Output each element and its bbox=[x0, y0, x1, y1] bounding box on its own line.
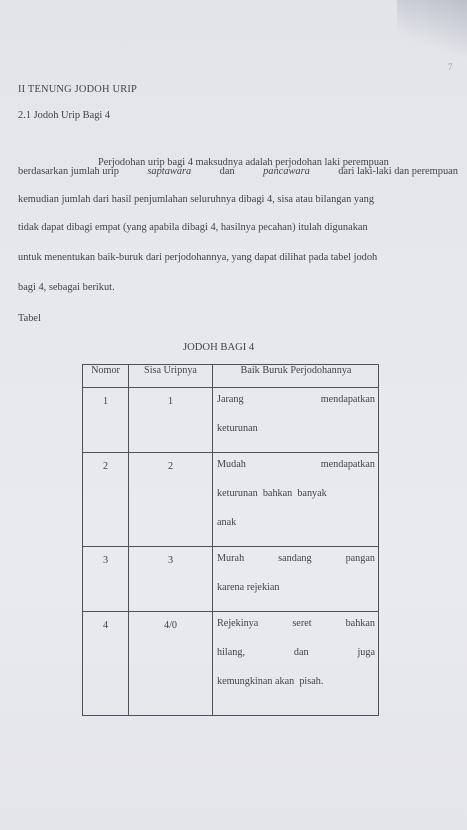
header-nomor: Nomor bbox=[83, 365, 129, 388]
description-line bbox=[217, 423, 375, 452]
cell-sisa: 2 bbox=[129, 453, 213, 547]
cell-nomor: 2 bbox=[83, 453, 129, 547]
description-word: sandang bbox=[278, 553, 312, 564]
description-word: anak bbox=[217, 517, 237, 528]
paragraph-line-6: bagi 4, sebagai berikut. bbox=[18, 282, 115, 293]
header-baik-buruk: Baik Buruk Perjodohannya bbox=[213, 365, 379, 388]
cell-description bbox=[213, 612, 379, 716]
cell-nomor: 4 bbox=[83, 612, 129, 716]
paragraph-term-saptawara: saptawara bbox=[147, 166, 192, 177]
paragraph-text: dari laki-laki dan perempuan bbox=[338, 166, 458, 177]
description-word: mendapatkan bbox=[320, 394, 375, 405]
cell-description bbox=[213, 453, 379, 547]
description-word: keturunan bahkan banyak bbox=[217, 488, 327, 499]
description-line bbox=[217, 676, 375, 705]
description-word: bahkan bbox=[345, 618, 375, 629]
table-row bbox=[83, 388, 379, 453]
paragraph-line-5: untuk menentukan baik-buruk dari perjodohannya, yang dapat dilihat pada tabel jodoh bbox=[18, 252, 378, 263]
cell-sisa: 4/0 bbox=[129, 612, 213, 716]
cell-description bbox=[213, 547, 379, 612]
description-word: juga bbox=[357, 647, 375, 658]
jodoh-table bbox=[82, 364, 379, 716]
paragraph-text: dan bbox=[219, 166, 235, 177]
description-word: hilang, bbox=[217, 647, 246, 658]
description-word: Mudah bbox=[217, 459, 246, 470]
table-title: JODOH BAGI 4 bbox=[183, 342, 255, 353]
description-word: mendapatkan bbox=[320, 459, 375, 470]
cell-nomor: 3 bbox=[83, 547, 129, 612]
description-line bbox=[217, 488, 375, 517]
paragraph-text: berdasarkan jumlah urip bbox=[18, 166, 119, 177]
description-word: pangan bbox=[345, 553, 375, 564]
cell-sisa: 3 bbox=[129, 547, 213, 612]
description-line bbox=[217, 618, 375, 647]
table-row bbox=[83, 453, 379, 547]
description-line bbox=[217, 517, 375, 546]
description-word: karena rejekian bbox=[217, 582, 280, 593]
subsection-heading: 2.1 Jodoh Urip Bagi 4 bbox=[18, 110, 111, 121]
description-line bbox=[217, 553, 375, 582]
description-word: keturunan bbox=[217, 423, 258, 434]
description-line bbox=[217, 582, 375, 611]
description-word: Murah bbox=[217, 553, 245, 564]
table-row bbox=[83, 612, 379, 716]
cell-nomor: 1 bbox=[83, 388, 129, 453]
paragraph-term-pancawara: pancawara bbox=[263, 166, 310, 177]
description-word: dan bbox=[293, 647, 309, 658]
description-word: seret bbox=[292, 618, 312, 629]
paragraph-line-3: kemudian jumlah dari hasil penjumlahan seluruhnya dibagi 4, sisa atau bilangan yang bbox=[18, 194, 375, 205]
section-heading: II TENUNG JODOH URIP bbox=[18, 84, 137, 95]
table-header-row bbox=[83, 365, 379, 388]
description-line bbox=[217, 459, 375, 488]
description-line bbox=[217, 394, 375, 423]
paragraph-line-2 bbox=[18, 166, 458, 178]
description-word: kemungkinan akan pisah. bbox=[217, 676, 324, 687]
paragraph-line-1-text: Perjodohan urip bagi 4 maksudnya adalah perjodohan laki perempuan bbox=[98, 157, 389, 168]
table-row bbox=[83, 547, 379, 612]
page-corner-shadow bbox=[397, 0, 467, 60]
cell-description bbox=[213, 388, 379, 453]
description-word: Rejekinya bbox=[217, 618, 259, 629]
tabel-label: Tabel bbox=[18, 313, 41, 324]
header-sisa-uripnya: Sisa Uripnya bbox=[129, 365, 213, 388]
description-word: Jarang bbox=[217, 394, 244, 405]
description-line bbox=[217, 647, 375, 676]
paragraph-line-4: tidak dapat dibagi empat (yang apabila dibagi 4, hasilnya pecahan) itulah digunakan bbox=[18, 222, 368, 233]
cell-sisa: 1 bbox=[129, 388, 213, 453]
page-number: 7 bbox=[448, 62, 453, 72]
